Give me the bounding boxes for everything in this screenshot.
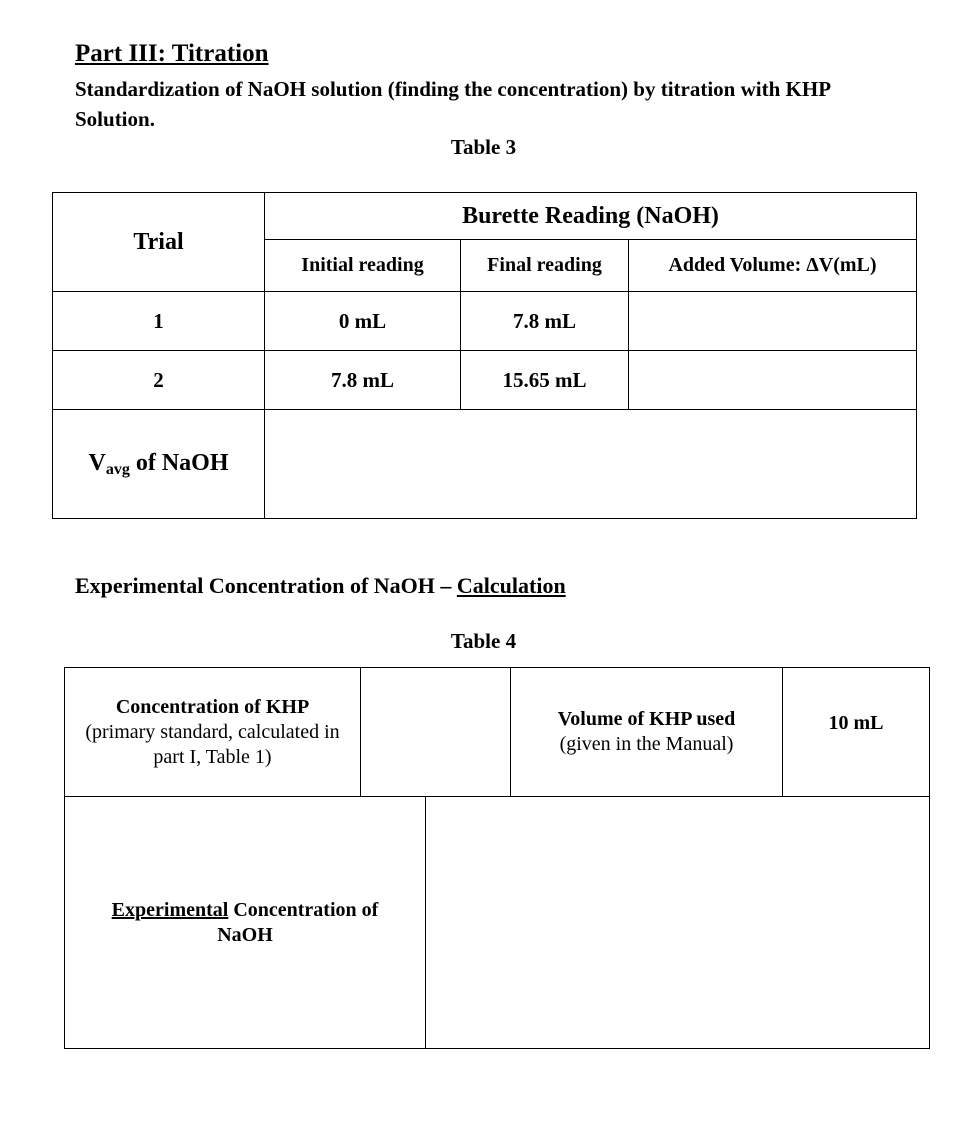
table4-caption: Table 4 [450,629,517,653]
trial-header: Trial [53,193,265,292]
burette-reading-table [52,192,917,519]
khp-volume-value: 10 mL [783,668,930,797]
vavg-label-rest: of NaOH [129,449,229,476]
experimental-concentration-value-cell[interactable] [426,797,930,1049]
initial-reading-cell: 7.8 mL [265,351,461,410]
experimental-label-rest: Concentration of NaOH [217,898,379,946]
added-volume-header: Added Volume: ΔV(mL) [629,240,917,292]
final-reading-cell: 15.65 mL [461,351,629,410]
experimental-concentration-label [65,797,426,1049]
khp-concentration-note: (primary standard, calculated in part I, Table 1) [85,720,340,768]
added-volume-cell[interactable] [629,351,917,410]
khp-volume-title: Volume of KHP used [557,708,736,730]
experimental-concentration-table [64,796,930,1049]
khp-concentration-label [65,668,361,797]
final-reading-cell: 7.8 mL [461,292,629,351]
khp-volume-note: (given in the Manual) [559,733,734,755]
burette-reading-header: Burette Reading (NaOH) [265,193,917,240]
vavg-label [53,410,265,519]
initial-reading-cell: 0 mL [265,292,461,351]
khp-concentration-value-cell[interactable] [361,668,511,797]
final-reading-header: Final reading [461,240,629,292]
initial-reading-header: Initial reading [265,240,461,292]
trial-number: 2 [53,351,265,410]
khp-info-table [64,667,930,797]
table3-caption: Table 3 [450,135,517,159]
vavg-label-subscript: avg [105,460,130,478]
trial-number: 1 [53,292,265,351]
part-title: Part III: Titration [75,40,269,67]
table-row [53,351,917,410]
khp-volume-label [511,668,783,797]
calculation-heading-underlined: Calculation [456,573,566,598]
added-volume-cell[interactable] [629,292,917,351]
calculation-heading-text: Experimental Concentration of NaOH – [75,573,457,598]
calculation-heading [75,573,566,599]
table-row [53,292,917,351]
vavg-label-main: V [88,449,106,476]
experimental-word: Experimental [111,898,229,921]
part-subtitle: Standardization of NaOH solution (finding the concentration) by titration with KHP Solution. [75,77,830,131]
khp-concentration-title: Concentration of KHP [115,695,310,718]
vavg-value-cell[interactable] [265,410,917,519]
